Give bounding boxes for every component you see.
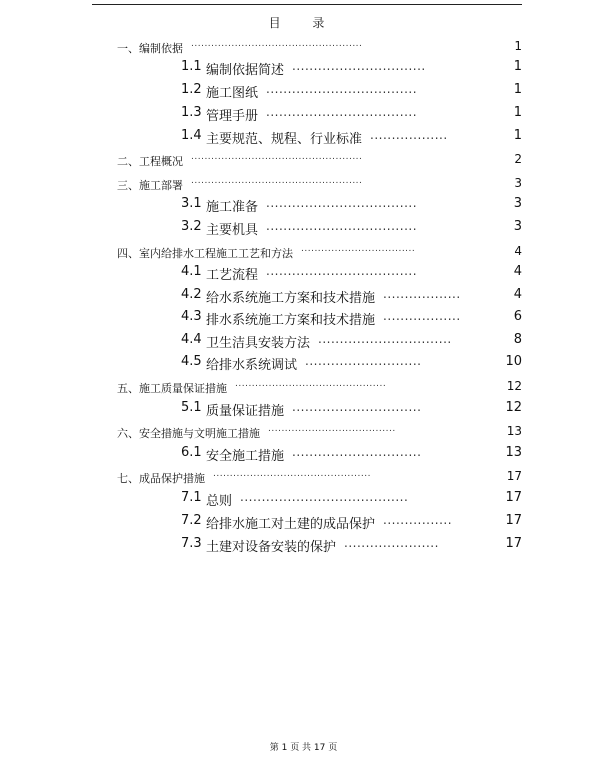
- header-rule: [92, 4, 522, 5]
- toc-entry-leader-dots: ...................................................: [191, 176, 363, 186]
- toc-entry-leader-dots: ..................................: [301, 244, 416, 254]
- toc-entry-leader-dots: ...................................: [266, 82, 418, 96]
- toc-entry-page-number: 4: [514, 244, 522, 258]
- toc-entry: [0, 489, 607, 509]
- toc-entry-number: 6.1: [181, 445, 202, 460]
- toc-entry-leader-dots: ..............................: [292, 400, 422, 414]
- toc-entry-leader-dots: ................: [383, 513, 453, 527]
- toc-entry-leader-dots: .............................................: [235, 379, 387, 389]
- toc-entry-number: 4.4: [181, 332, 202, 347]
- toc-entry-title: 施工准备: [206, 200, 259, 215]
- toc-entry-page-number: 4: [513, 264, 522, 279]
- toc-entry-leader-dots: ......................: [344, 536, 439, 550]
- toc-entry-page-number: 17: [505, 490, 522, 505]
- toc-entry-leader-dots: ...............................: [318, 332, 452, 346]
- toc-entry-leader-dots: ..................: [370, 128, 448, 142]
- toc-entry-leader-dots: ......................................: [268, 424, 396, 434]
- toc-entry-leader-dots: ...................................................: [191, 152, 363, 162]
- toc-entry: [0, 308, 607, 328]
- toc-entry-leader-dots: ...............................................: [213, 469, 371, 479]
- toc-entry: [0, 173, 607, 193]
- toc-entry: [0, 127, 607, 147]
- toc-entry-title: 施工图纸: [206, 86, 259, 101]
- toc-entry-title: 土建对设备安装的保护: [206, 540, 337, 555]
- toc-entry-title: 给排水系统调试: [206, 358, 298, 373]
- toc-entry-title: 三、施工部署: [117, 179, 183, 192]
- toc-entry-leader-dots: ..................: [383, 287, 461, 301]
- toc-entry: [0, 399, 607, 419]
- toc-entry-page-number: 1: [513, 59, 522, 74]
- toc-entry: [0, 104, 607, 124]
- toc-entry-title: 给排水施工对土建的成品保护: [206, 517, 376, 532]
- toc-entry-title: 五、施工质量保证措施: [117, 382, 227, 395]
- toc-entry-leader-dots: ...............................: [292, 59, 426, 73]
- toc-entry-leader-dots: ...................................: [266, 264, 418, 278]
- toc-entry: [0, 512, 607, 532]
- toc-entry-page-number: 1: [514, 39, 522, 53]
- toc-entry-page-number: 13: [505, 445, 522, 460]
- toc-entry-title: 一、编制依据: [117, 42, 183, 55]
- toc-entry: [0, 376, 607, 396]
- toc-entry: [0, 535, 607, 555]
- toc-entry-page-number: 8: [513, 332, 522, 347]
- toc-entry-leader-dots: ...........................: [305, 354, 422, 368]
- toc-entry-page-number: 1: [513, 105, 522, 120]
- toc-entry: [0, 241, 607, 261]
- toc-entry: [0, 58, 607, 78]
- toc-entry-page-number: 3: [513, 219, 522, 234]
- toc-entry: [0, 444, 607, 464]
- toc-entry-title: 卫生洁具安装方法: [206, 336, 311, 351]
- toc-entry: [0, 195, 607, 215]
- toc-entry-title: 质量保证措施: [206, 404, 285, 419]
- toc-entry-title: 编制依据简述: [206, 63, 285, 78]
- toc-entry-leader-dots: ...................................: [266, 105, 418, 119]
- toc-entry-leader-dots: .......................................: [240, 490, 409, 504]
- toc-entry-number: 1.3: [181, 105, 202, 120]
- toc-entry: [0, 81, 607, 101]
- toc-entry-number: 7.2: [181, 513, 202, 528]
- toc-entry-page-number: 10: [505, 354, 522, 369]
- toc-entry-title: 四、室内给排水工程施工工艺和方法: [117, 247, 293, 260]
- toc-entry-number: 3.2: [181, 219, 202, 234]
- toc-entry-number: 4.5: [181, 354, 202, 369]
- toc-entry: [0, 36, 607, 56]
- toc-entry-title: 总则: [206, 494, 233, 509]
- toc-entry-number: 7.1: [181, 490, 202, 505]
- toc-entry-number: 3.1: [181, 196, 202, 211]
- toc-entry: [0, 331, 607, 351]
- toc-entry: [0, 421, 607, 441]
- toc-entry: [0, 466, 607, 486]
- toc-entry-title: 排水系统施工方案和技术措施: [206, 313, 376, 328]
- toc-entry: [0, 218, 607, 238]
- toc-entry-page-number: 17: [506, 469, 522, 483]
- toc-entry-number: 1.4: [181, 128, 202, 143]
- toc-entry-page-number: 2: [514, 152, 522, 166]
- toc-entry-number: 7.3: [181, 536, 202, 551]
- toc-entry-number: 4.1: [181, 264, 202, 279]
- toc-entry-leader-dots: ...................................: [266, 219, 418, 233]
- toc-entry-title: 给水系统施工方案和技术措施: [206, 291, 376, 306]
- toc-entry-number: 4.3: [181, 309, 202, 324]
- toc-entry-leader-dots: ...................................: [266, 196, 418, 210]
- toc-entry: [0, 286, 607, 306]
- toc-entry-page-number: 17: [505, 513, 522, 528]
- toc-entry: [0, 263, 607, 283]
- toc-entry-page-number: 1: [513, 82, 522, 97]
- toc-entry-title: 管理手册: [206, 109, 259, 124]
- toc-entry-title: 工艺流程: [206, 268, 259, 283]
- toc-entry-number: 5.1: [181, 400, 202, 415]
- toc-entry-page-number: 12: [505, 400, 522, 415]
- page-footer: 第 1 页 共 17 页: [269, 743, 338, 753]
- page-title: 目 录: [268, 16, 339, 30]
- toc-entry: [0, 353, 607, 373]
- toc-entry-leader-dots: ...................................................: [191, 39, 363, 49]
- toc-entry-page-number: 12: [506, 379, 522, 393]
- toc-entry-number: 1.1: [181, 59, 202, 74]
- toc-entry-leader-dots: ..................: [383, 309, 461, 323]
- toc-entry-page-number: 4: [513, 287, 522, 302]
- toc-entry: [0, 149, 607, 169]
- toc-entry-title: 主要机具: [206, 223, 259, 238]
- toc-entry-page-number: 3: [514, 176, 522, 190]
- toc-entry-page-number: 17: [505, 536, 522, 551]
- toc-entry-title: 安全施工措施: [206, 449, 285, 464]
- toc-entry-number: 1.2: [181, 82, 202, 97]
- toc-entry-page-number: 3: [513, 196, 522, 211]
- toc-entry-title: 六、安全措施与文明施工措施: [117, 427, 260, 440]
- toc-entry-page-number: 1: [513, 128, 522, 143]
- toc-entry-page-number: 13: [506, 424, 522, 438]
- toc-entry-page-number: 6: [513, 309, 522, 324]
- toc-entry-title: 二、工程概况: [117, 155, 183, 168]
- toc-entry-number: 4.2: [181, 287, 202, 302]
- toc-entry-leader-dots: ..............................: [292, 445, 422, 459]
- toc-entry-title: 七、成品保护措施: [117, 472, 205, 485]
- toc-entry-title: 主要规范、规程、行业标准: [206, 132, 363, 147]
